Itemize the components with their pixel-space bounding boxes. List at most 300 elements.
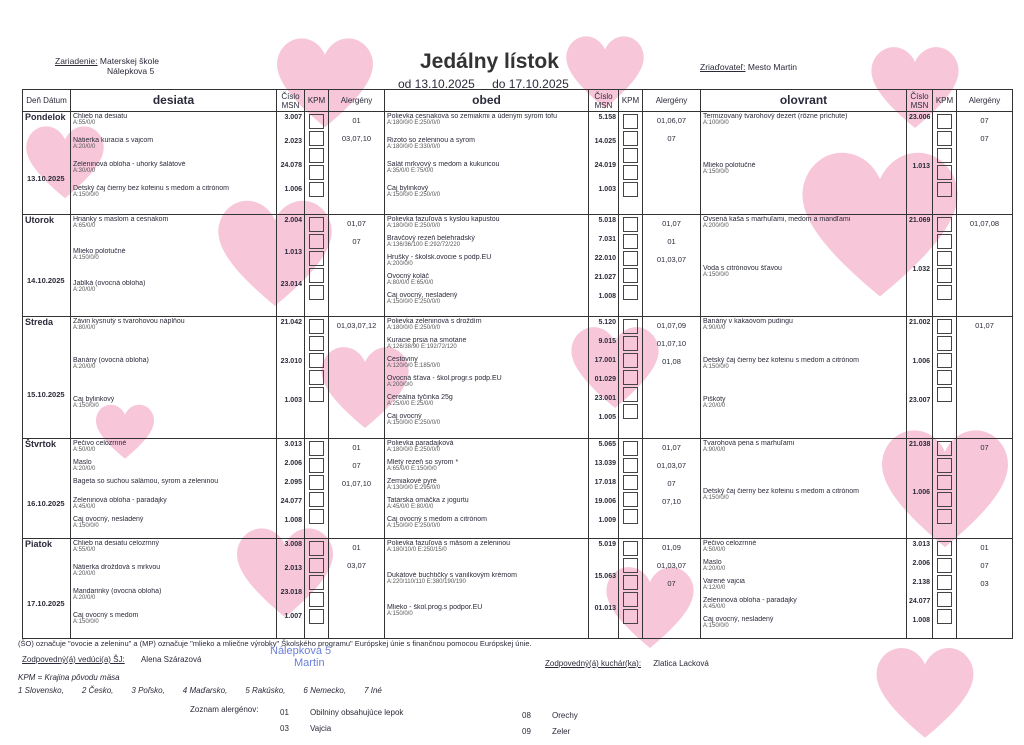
item-name: Maslo xyxy=(703,559,722,566)
allergen-code: 01 xyxy=(667,237,676,246)
country-item: 2 Česko, xyxy=(81,686,114,695)
msn-number: 7.031 xyxy=(598,236,616,243)
msn-number: 01.029 xyxy=(594,376,616,383)
day-cell xyxy=(23,317,71,439)
msn-number: 5.019 xyxy=(598,541,616,548)
item-name: Termizovaný tvarohový dezert (rôzne príchute) xyxy=(703,113,848,120)
msn-number: 23.007 xyxy=(909,397,931,404)
msn-number: 19.006 xyxy=(594,498,616,505)
kpm-checkbox xyxy=(937,509,952,524)
menu-item xyxy=(387,604,586,636)
col-allergens-3: Alergény xyxy=(957,90,1013,112)
allergen-code: 01,08 xyxy=(662,357,681,366)
item-portion: A:90/0/0 xyxy=(703,446,726,453)
msn-number: 23.001 xyxy=(594,395,616,402)
snack1-msn-cell xyxy=(277,317,305,439)
kpm-checkbox xyxy=(937,353,952,368)
kpm-checkbox xyxy=(937,475,952,490)
item-portion: A:50/0/0 xyxy=(73,446,96,453)
msn-number: 01.013 xyxy=(594,605,616,612)
menu-item xyxy=(387,216,586,235)
item-name: Závin kysnutý s tvarohovou náplňou xyxy=(73,318,185,325)
item-name: Čaj ovocný xyxy=(387,413,422,420)
menu-item xyxy=(73,478,274,497)
snack1-items-cell xyxy=(71,317,277,439)
country-item: 4 Maďarsko, xyxy=(182,686,228,695)
msn-number: 3.008 xyxy=(284,541,302,548)
col-kpm-1: KPM xyxy=(305,90,329,112)
allergen-code: 07 xyxy=(980,116,989,125)
kpm-checkbox xyxy=(937,268,952,283)
item-name: Zeleninová obloha - paradajky xyxy=(73,497,167,504)
day-cell xyxy=(23,215,71,317)
msn-number: 3.013 xyxy=(284,441,302,448)
item-name: Dukátové buchtičky s vanilkovým krémom xyxy=(387,572,517,579)
snack1-allergen-cell xyxy=(329,317,385,439)
kpm-checkbox xyxy=(937,285,952,300)
allergen-list-left xyxy=(280,705,403,737)
menu-item xyxy=(703,113,904,162)
item-name: Čaj ovocný s medom a citrónom xyxy=(387,516,487,523)
msn-number: 21.002 xyxy=(909,319,931,326)
menu-item xyxy=(703,318,904,357)
kpm-checkbox xyxy=(937,609,952,624)
snack1-kpm-cell xyxy=(305,112,329,215)
item-name: Cestoviny xyxy=(387,356,418,363)
item-name: Polievka cesnaková so zemiakmi a údeným syrom tofu xyxy=(387,113,558,120)
item-portion: A:200/0/0 xyxy=(387,260,413,267)
allergen-code: 01,03,07 xyxy=(656,255,687,264)
item-portion: A:180/0/0 E:250/0/0 xyxy=(387,446,441,453)
allergen-entry xyxy=(280,705,403,721)
kpm-checkbox xyxy=(623,370,638,385)
menu-item xyxy=(703,162,904,211)
kpm-checkbox xyxy=(309,475,324,490)
item-portion: A:180/0/0 E:250/0/0 xyxy=(387,324,441,331)
kpm-checkbox xyxy=(623,387,638,402)
allergen-code: 07 xyxy=(667,479,676,488)
menu-item xyxy=(73,564,274,588)
snack1-allergen-cell xyxy=(329,215,385,317)
item-name: Ovsená kaša s marhuľami, medom a mandľami xyxy=(703,216,851,223)
header-row xyxy=(23,90,1013,112)
msn-number: 1.013 xyxy=(284,249,302,256)
menu-item xyxy=(387,413,586,432)
menu-item xyxy=(73,137,274,161)
lunch-items-cell xyxy=(385,215,589,317)
msn-number: 1.013 xyxy=(912,163,930,170)
kpm-checkbox xyxy=(309,509,324,524)
day-cell xyxy=(23,439,71,539)
menu-item xyxy=(387,292,586,311)
item-name: Mlieko polotučné xyxy=(703,162,756,169)
snack2-items-cell xyxy=(701,317,907,439)
item-portion: A:65/0/0 E:150/0/0 xyxy=(387,465,437,472)
menu-item xyxy=(73,540,274,564)
snack2-msn-cell xyxy=(907,439,933,539)
msn-number: 9.015 xyxy=(598,338,616,345)
item-name: Polievka paradajková xyxy=(387,440,454,447)
kpm-checkbox xyxy=(937,370,952,385)
item-portion: A:136/36/100 E:292/72/220 xyxy=(387,241,461,248)
item-portion: A:20/0/0 xyxy=(73,286,96,293)
item-portion: A:20/0/0 xyxy=(73,143,96,150)
menu-item xyxy=(387,356,586,375)
allergen-code: 07 xyxy=(352,237,361,246)
item-name: Mlieko - škol.prog.s podpor.EÚ xyxy=(387,604,483,611)
kpm-checkbox xyxy=(309,370,324,385)
allergen-code: 01 xyxy=(352,443,361,452)
snack2-msn-cell xyxy=(907,215,933,317)
item-name: Rizoto so zeleninou a syrom xyxy=(387,137,475,144)
lunch-msn-cell xyxy=(589,439,619,539)
item-name: Čaj bylinkový xyxy=(387,185,429,192)
day-name: Streda xyxy=(25,317,54,327)
table-row xyxy=(23,317,1013,439)
snack2-kpm-cell xyxy=(933,215,957,317)
item-name: Piškóty xyxy=(703,396,726,403)
item-name: Čaj ovocný, nesladený xyxy=(73,516,144,523)
menu-item xyxy=(387,394,586,413)
cook-block xyxy=(545,659,709,668)
day-cell xyxy=(23,539,71,639)
item-portion: A:20/0/0 xyxy=(703,402,726,409)
allergen-number: 09 xyxy=(522,727,531,736)
menu-item xyxy=(703,265,904,314)
item-portion: A:150/0/0 xyxy=(703,271,729,278)
allergen-code: 01,07,10 xyxy=(656,339,687,348)
snack1-allergen-cell xyxy=(329,439,385,539)
day-cell-inner xyxy=(25,540,68,636)
founder-value: Mesto Martin xyxy=(747,62,797,72)
item-name: Banány (ovocná obloha) xyxy=(73,357,149,364)
msn-number: 23.006 xyxy=(909,114,931,121)
allergen-name: Zeler xyxy=(552,727,571,736)
item-name: Bravčový rezeň belehradský xyxy=(387,235,475,242)
item-name: Mandarinky (ovocná obloha) xyxy=(73,588,162,595)
item-name: Banány v kakaovom pudingu xyxy=(703,318,793,325)
snack1-kpm-cell xyxy=(305,439,329,539)
item-name: Nátierka kuracia s vajcom xyxy=(73,137,154,144)
snack1-items-cell xyxy=(71,215,277,317)
kpm-checkbox xyxy=(937,387,952,402)
item-portion: A:220/110/110 E:380/190/190 xyxy=(387,578,466,585)
item-name: Bageta so suchou salámou, syrom a zeleninou xyxy=(73,478,219,485)
kpm-checkbox xyxy=(623,575,638,590)
snack2-msn-cell xyxy=(907,317,933,439)
allergen-code: 07 xyxy=(667,134,676,143)
menu-item xyxy=(73,280,274,312)
founder-label: Zriaďovateľ: xyxy=(700,62,746,72)
kpm-checkbox xyxy=(623,268,638,283)
kpm-checkbox xyxy=(309,148,324,163)
program-note: (ŠO) označuje "ovocie a zeleninu" a (MP) označuje "mlieko a mliečne výrobky" Školského programu" Európskej únie s finančnou pomocou Európskej únie. xyxy=(18,639,532,648)
lunch-msn-cell xyxy=(589,215,619,317)
col-lunch: obed xyxy=(385,90,589,112)
msn-number: 14.025 xyxy=(594,138,616,145)
item-name: Hrušky - školsk.ovocie s podp.EÚ xyxy=(387,254,492,261)
msn-number: 2.006 xyxy=(912,560,930,567)
kpm-checkbox xyxy=(623,114,638,129)
menu-item xyxy=(73,185,274,209)
menu-item xyxy=(387,540,586,572)
menu-item xyxy=(73,113,274,137)
msn-number: 23.018 xyxy=(280,589,302,596)
date-from: od 13.10.2025 xyxy=(398,77,475,91)
item-portion: A:150/0/0 xyxy=(703,168,729,175)
kpm-checkbox xyxy=(623,131,638,146)
day-cell-inner xyxy=(25,440,68,536)
menu-item xyxy=(387,254,586,273)
allergen-code: 01,07 xyxy=(975,321,994,330)
msn-number: 13.039 xyxy=(594,460,616,467)
menu-item xyxy=(73,440,274,459)
kpm-legend: KPM = Krajina pôvodu mäsa xyxy=(18,673,120,682)
kpm-checkbox xyxy=(937,251,952,266)
kpm-checkbox xyxy=(937,182,952,197)
menu-item xyxy=(387,459,586,478)
lunch-items-cell xyxy=(385,539,589,639)
kpm-checkbox xyxy=(623,458,638,473)
lunch-msn-cell xyxy=(589,317,619,439)
kpm-checkbox xyxy=(623,404,638,419)
msn-number: 5.120 xyxy=(598,319,616,326)
kpm-checkbox xyxy=(623,353,638,368)
country-item: 7 Iné xyxy=(364,686,382,695)
msn-number: 1.009 xyxy=(598,517,616,524)
kpm-checkbox xyxy=(937,592,952,607)
allergen-code: 03 xyxy=(980,579,989,588)
menu-item xyxy=(73,357,274,396)
snack2-items-cell xyxy=(701,439,907,539)
item-name: Mlieko polotučné xyxy=(73,248,126,255)
table-row xyxy=(23,539,1013,639)
menu-item xyxy=(387,497,586,516)
menu-item xyxy=(703,440,904,488)
col-msn-3: Číslo MSN xyxy=(907,90,933,112)
day-name: Utorok xyxy=(25,215,54,225)
facility-label: Zariadenie: xyxy=(55,56,98,66)
item-portion: A:200/0/0 xyxy=(387,381,413,388)
item-portion: A:180/10/0 E:250/15/0 xyxy=(387,546,447,553)
allergen-name: Obilniny obsahujúce lepok xyxy=(310,708,404,717)
menu-item xyxy=(703,357,904,396)
snack1-items-cell xyxy=(71,539,277,639)
menu-item xyxy=(387,337,586,356)
menu-item xyxy=(73,396,274,435)
menu-item xyxy=(387,318,586,337)
kpm-checkbox xyxy=(309,182,324,197)
cook-name: Zlatica Lacková xyxy=(653,659,709,668)
item-portion: A:150/0/0 xyxy=(73,191,99,198)
kpm-checkbox xyxy=(309,319,324,334)
kpm-checkbox xyxy=(937,131,952,146)
item-portion: A:126/38/90 E:192/72/120 xyxy=(387,343,457,350)
kpm-checkbox xyxy=(623,492,638,507)
msn-number: 1.003 xyxy=(598,186,616,193)
allergen-code: 07 xyxy=(980,561,989,570)
item-portion: A:55/0/0 xyxy=(73,546,96,553)
item-portion: A:45/0/0 xyxy=(73,503,96,510)
item-portion: A:20/0/0 xyxy=(73,465,96,472)
msn-number: 2.095 xyxy=(284,479,302,486)
item-name: Polievka fazuľová s kyslou kapustou xyxy=(387,216,500,223)
item-name: Čaj ovocný s medom xyxy=(73,612,139,619)
msn-number: 1.005 xyxy=(598,414,616,421)
msn-number: 21.069 xyxy=(909,217,931,224)
msn-number: 3.013 xyxy=(912,541,930,548)
msn-number: 22.010 xyxy=(594,255,616,262)
msn-number: 1.003 xyxy=(284,397,302,404)
lunch-items-cell xyxy=(385,439,589,539)
lunch-kpm-cell xyxy=(619,539,643,639)
col-msn-2: Číslo MSN xyxy=(589,90,619,112)
col-msn-1: Číslo MSN xyxy=(277,90,305,112)
snack1-msn-cell xyxy=(277,439,305,539)
col-allergens-2: Alergény xyxy=(643,90,701,112)
kpm-checkbox xyxy=(309,492,324,507)
menu-item xyxy=(703,216,904,265)
kpm-checkbox xyxy=(309,268,324,283)
facility-block xyxy=(55,56,159,76)
allergen-code: 01,03,07 xyxy=(656,561,687,570)
col-allergens-1: Alergény xyxy=(329,90,385,112)
menu-item xyxy=(387,375,586,394)
item-name: Jablká (ovocná obloha) xyxy=(73,280,146,287)
snack1-items-cell xyxy=(71,439,277,539)
item-portion: A:50/0/0 xyxy=(703,546,726,553)
snack1-allergen-cell xyxy=(329,112,385,215)
lunch-kpm-cell xyxy=(619,112,643,215)
allergen-entry xyxy=(522,708,578,724)
msn-number: 24.077 xyxy=(280,498,302,505)
kpm-checkbox xyxy=(623,319,638,334)
item-name: Pečivo celozrnné xyxy=(73,440,127,447)
allergen-code: 07 xyxy=(980,443,989,452)
table-row xyxy=(23,439,1013,539)
snack2-items-cell xyxy=(701,215,907,317)
allergen-code: 01,07,08 xyxy=(969,219,1000,228)
kpm-checkbox xyxy=(937,319,952,334)
item-portion: A:35/0/0 E:75/0/0 xyxy=(387,167,434,174)
menu-item xyxy=(73,161,274,185)
allergen-code: 01,07 xyxy=(662,443,681,452)
allergen-number: 08 xyxy=(522,711,531,720)
kpm-checkbox xyxy=(937,148,952,163)
msn-number: 5.065 xyxy=(598,441,616,448)
allergen-code: 01,06,07 xyxy=(656,116,687,125)
menu-item xyxy=(387,440,586,459)
country-item: 6 Nemecko, xyxy=(303,686,347,695)
item-name: Kuracie prsia na smotane xyxy=(387,337,467,344)
menu-item xyxy=(387,273,586,292)
item-portion: A:20/0/0 xyxy=(73,363,96,370)
menu-item xyxy=(387,113,586,137)
snack2-allergen-cell xyxy=(957,439,1013,539)
msn-number: 2.004 xyxy=(284,217,302,224)
item-name: Zeleninová obloha - uhorky šalátové xyxy=(73,161,186,168)
item-portion: A:150/0/0 E:250/0/0 xyxy=(387,419,441,426)
snack2-msn-cell xyxy=(907,539,933,639)
menu-item xyxy=(73,497,274,516)
lunch-items-cell xyxy=(385,317,589,439)
msn-number: 2.013 xyxy=(284,565,302,572)
msn-number: 21.038 xyxy=(909,441,931,448)
snack1-kpm-cell xyxy=(305,539,329,639)
col-kpm-3: KPM xyxy=(933,90,957,112)
menu-item xyxy=(387,478,586,497)
kpm-checkbox xyxy=(623,234,638,249)
snack1-msn-cell xyxy=(277,539,305,639)
kpm-checkbox xyxy=(937,558,952,573)
kpm-checkbox xyxy=(309,251,324,266)
lunch-allergen-cell xyxy=(643,317,701,439)
lunch-allergen-cell xyxy=(643,539,701,639)
allergen-code: 01 xyxy=(352,116,361,125)
kpm-checkbox xyxy=(309,165,324,180)
msn-number: 2.138 xyxy=(912,579,930,586)
kpm-checkbox xyxy=(623,182,638,197)
day-date: 17.10.2025 xyxy=(27,599,65,608)
kpm-checkbox xyxy=(309,387,324,402)
allergen-code: 07 xyxy=(667,579,676,588)
msn-number: 17.018 xyxy=(594,479,616,486)
kpm-checkbox xyxy=(309,458,324,473)
menu-item xyxy=(387,235,586,254)
allergen-number: 03 xyxy=(280,724,289,733)
msn-number: 1.007 xyxy=(284,613,302,620)
table-row xyxy=(23,112,1013,215)
kpm-checkbox xyxy=(309,441,324,456)
snack2-allergen-cell xyxy=(957,539,1013,639)
stamp xyxy=(270,645,331,669)
lunch-kpm-cell xyxy=(619,317,643,439)
kpm-checkbox xyxy=(309,336,324,351)
kpm-checkbox xyxy=(623,217,638,232)
day-date: 14.10.2025 xyxy=(27,276,65,285)
menu-item xyxy=(703,559,904,578)
kpm-checkbox xyxy=(309,353,324,368)
kpm-checkbox xyxy=(623,592,638,607)
item-name: Polievka zeleninová s droždím xyxy=(387,318,482,325)
item-portion: A:150/0/0 xyxy=(703,494,729,501)
allergen-list-right xyxy=(522,708,578,740)
menu-item xyxy=(73,516,274,535)
item-portion: A:45/0/0 xyxy=(703,603,726,610)
manager-name: Alena Szárazová xyxy=(140,655,202,664)
item-name: Chlieb na desiatu xyxy=(73,113,128,120)
snack2-allergen-cell xyxy=(957,112,1013,215)
item-portion: A:20/0/0 xyxy=(73,570,96,577)
item-portion: A:150/0/0 xyxy=(703,622,729,629)
day-cell-inner xyxy=(25,113,68,212)
item-name: Chlieb na desiatu celozrnný xyxy=(73,540,159,547)
msn-number: 1.006 xyxy=(912,489,930,496)
kpm-checkbox xyxy=(937,541,952,556)
msn-number: 24.077 xyxy=(909,598,931,605)
manager-block xyxy=(22,655,201,664)
kpm-checkbox xyxy=(623,609,638,624)
day-name: Piatok xyxy=(25,539,53,549)
item-portion: A:180/0/0 E:250/0/0 xyxy=(387,119,441,126)
country-item: 1 Slovensko, xyxy=(18,686,64,695)
item-name: Čaj ovocný, nesladený xyxy=(387,292,458,299)
kpm-checkbox xyxy=(623,336,638,351)
kpm-checkbox xyxy=(937,114,952,129)
item-portion: A:120/0/0 E:185/0/0 xyxy=(387,362,441,369)
item-portion: A:150/0/0 xyxy=(703,363,729,370)
kpm-checkbox xyxy=(309,541,324,556)
